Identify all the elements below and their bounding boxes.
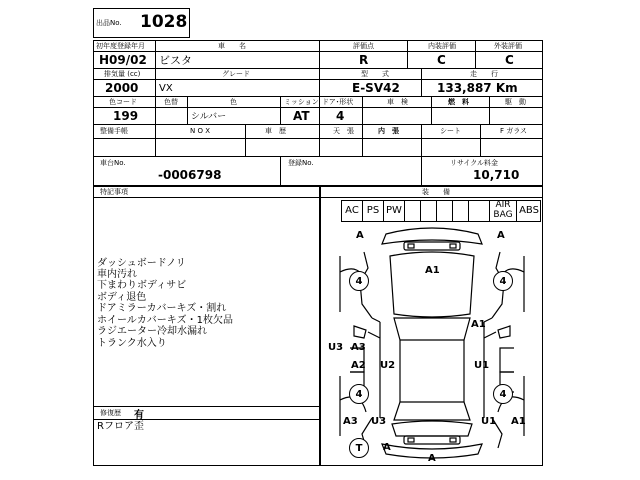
damage-code: A1 [471,319,486,330]
evaluation-score: R [359,53,369,67]
note-item: ホイールカバーキズ・1枚欠品 [97,315,233,326]
color-label: 色 [230,98,237,106]
doors: 4 [336,109,345,123]
chassis-number: -0006798 [158,168,222,182]
note-item: 下まわりボディサビ [97,280,187,291]
equipment-ps: PS [366,205,380,216]
note-item: トランク水入り [97,338,167,349]
doors-label: ドア･形状 [322,98,354,106]
damage-code: A [383,442,391,453]
registration-label: 登録No. [288,159,314,167]
damage-code: U3 [328,342,344,353]
displacement: 2000 [105,81,139,95]
damage-code: U1 [474,360,490,371]
tire-front-right: 4 [493,271,513,291]
damage-code: A1 [425,265,440,276]
lot-number: 1028 [140,12,188,32]
year-label: 初年度登録年月 [96,42,145,50]
nox-label: N O X [190,127,210,135]
tire-rear-left: 4 [349,384,369,404]
exterior-grade: C [505,53,514,67]
note-item: ボディ退色 [97,292,147,303]
damage-code: U2 [380,360,396,371]
front-glass-label: F ガラス [500,127,528,135]
mileage-label: 走 行 [470,70,498,78]
interior-grade: C [437,53,446,67]
equipment-ac: AC [345,205,359,216]
repair-detail: Rフロア歪 [97,421,144,432]
ceiling-label: 天 張 [333,127,354,135]
damage-code: A [497,230,505,241]
damage-code: U3 [371,416,387,427]
equipment-pw: PW [386,205,402,216]
drive-label: 駆 動 [505,98,526,106]
car-model: ビスタ [159,54,192,67]
repair-history-label: 修復歴 [100,409,121,417]
score-label: 評価点 [353,42,374,50]
damage-code: A [356,230,364,241]
note-item: ダッシュボードノリ [97,258,186,269]
interior-grade-label: 内装評価 [428,42,456,50]
history-label: 車 歴 [265,127,286,135]
damage-code: U1 [481,416,497,427]
fuel-label: 燃 料 [448,98,469,106]
damage-code: A3 [351,342,366,353]
tire-front-left: 4 [349,271,369,291]
repair-history-value: 有 [134,410,144,421]
seat-label: シート [440,127,461,135]
type-label: 型 式 [361,70,389,78]
color: シルバー [191,112,227,122]
model-label: 車 名 [218,42,246,50]
notes-label: 特記事項 [100,188,128,196]
chassis-label: 車台No. [100,159,126,167]
recycle-fee-label: リサイクル料金 [450,159,499,167]
first-registration: H09/02 [99,53,147,67]
note-item: ラジエーター冷却水漏れ [97,326,207,337]
mission-label: ミッション [284,98,319,106]
color-code: 199 [113,109,139,123]
tire-rear-right: 4 [493,384,513,404]
note-item: 車内汚れ [97,269,137,280]
damage-code: A [428,453,436,464]
color-system-label: 色替 [164,98,178,106]
recycle-fee: 10,710 [473,168,520,182]
lot-label: 出品No. [96,19,122,27]
inspection-label: 車 検 [387,98,408,106]
damage-code: A2 [351,360,366,371]
color-code-label: 色コード [109,98,137,106]
grade-label: グレード [222,70,250,78]
model-type: E-SV42 [352,81,400,95]
equipment-label: 装 備 [422,188,450,196]
mileage: 133,887 Km [437,81,518,95]
inner-lining-label: 内 張 [378,127,399,135]
damage-code: A3 [343,416,358,427]
damage-code: A1 [511,416,526,427]
exterior-grade-label: 外装評価 [494,42,522,50]
transmission: AT [293,109,310,123]
equipment-airbag: AIR BAG [493,200,513,220]
equipment-abs: ABS [519,205,539,216]
maintenance-record-label: 整備手帳 [100,127,128,135]
displacement-label: 排気量 (cc) [104,70,141,78]
note-item: ドアミラーカバーキズ・割れ [97,303,227,314]
trunk-marker: T [349,438,369,458]
grade: VX [159,83,173,94]
